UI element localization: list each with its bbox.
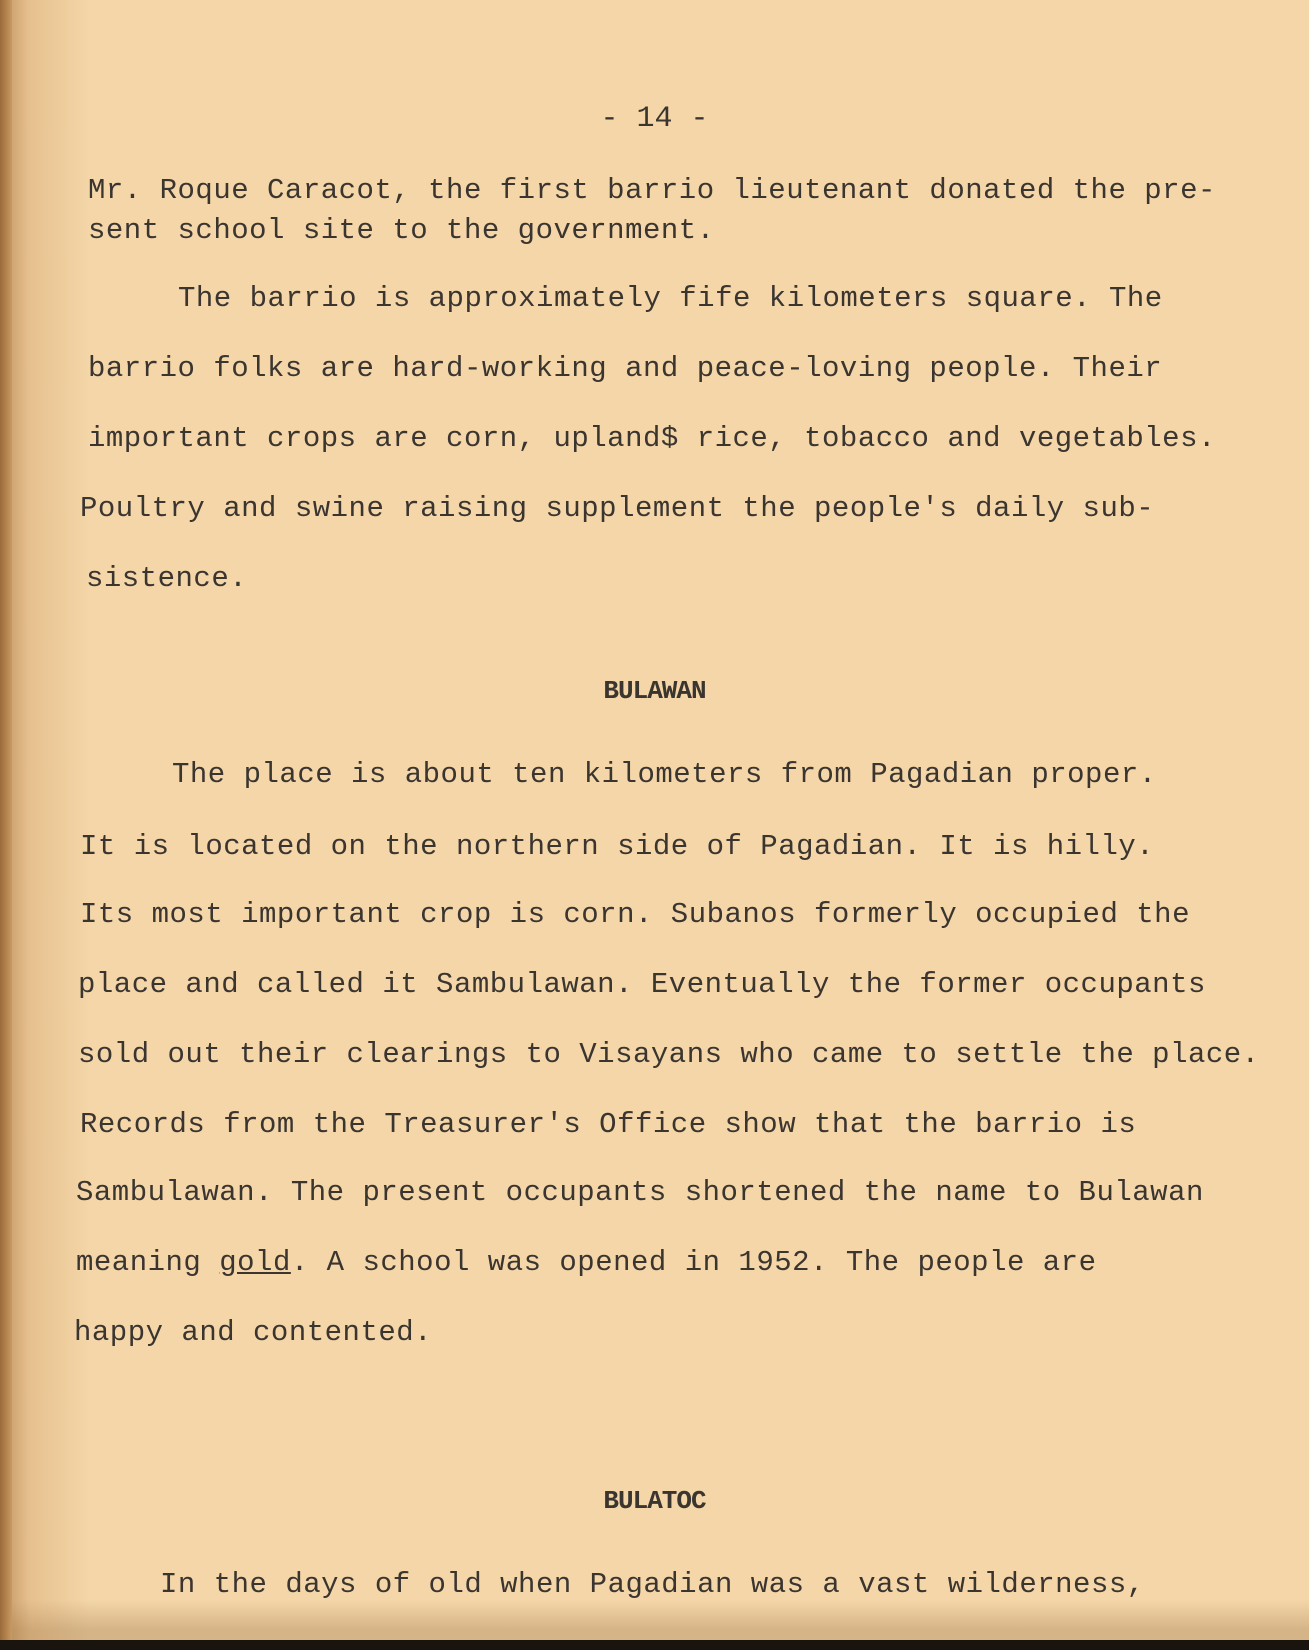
bulawan-line-8-suffix: . A school was opened in 1952. The people are	[290, 1246, 1097, 1279]
paragraph-1-line-2: sent school site to the government.	[88, 214, 715, 247]
bulawan-closing-line: happy and contented.	[74, 1316, 433, 1349]
page-number: - 14 -	[600, 102, 709, 136]
bulawan-line-8-prefix: meaning	[76, 1246, 220, 1279]
bulawan-line-5: sold out their clearings to Visayans who came to settle the place.	[78, 1038, 1260, 1071]
section-heading-bulawan: BULAWAN	[603, 676, 706, 706]
bulawan-line-8	[76, 1246, 1097, 1279]
bulawan-line-2: It is located on the northern side of Pagadian. It is hilly.	[80, 830, 1155, 863]
paragraph-1-line-1: Mr. Roque Caracot, the first barrio lieutenant donated the pre-	[88, 174, 1216, 207]
paragraph-2-line-1: The barrio is approximately fife kilometers square. The	[178, 282, 1163, 315]
page-binding-edge	[0, 0, 12, 1650]
paragraph-2-line-2: barrio folks are hard-working and peace-loving people. Their	[88, 352, 1163, 385]
scan-bottom-edge	[0, 1640, 1309, 1650]
bulatoc-line-1: In the days of old when Pagadian was a vast wilderness,	[160, 1568, 1145, 1601]
bulawan-line-3: Its most important crop is corn. Subanos formerly occupied the	[80, 898, 1190, 931]
bulawan-line-6: Records from the Treasurer's Office show that the barrio is	[80, 1108, 1137, 1141]
bulawan-line-7: Sambulawan. The present occupants shortened the name to Bulawan	[76, 1176, 1204, 1209]
section-heading-bulatoc: BULATOC	[603, 1486, 706, 1516]
bulawan-line-1: The place is about ten kilometers from Pagadian proper.	[172, 758, 1157, 791]
paragraph-2-line-4: Poultry and swine raising supplement the people's daily sub-	[80, 492, 1155, 525]
paragraph-2-line-3: important crops are corn, upland$ rice, tobacco and vegetables.	[88, 422, 1216, 455]
underlined-word-gold: gold	[219, 1246, 291, 1279]
bulawan-line-4: place and called it Sambulawan. Eventually the former occupants	[78, 968, 1206, 1001]
paragraph-2-line-5: sistence.	[86, 562, 248, 595]
